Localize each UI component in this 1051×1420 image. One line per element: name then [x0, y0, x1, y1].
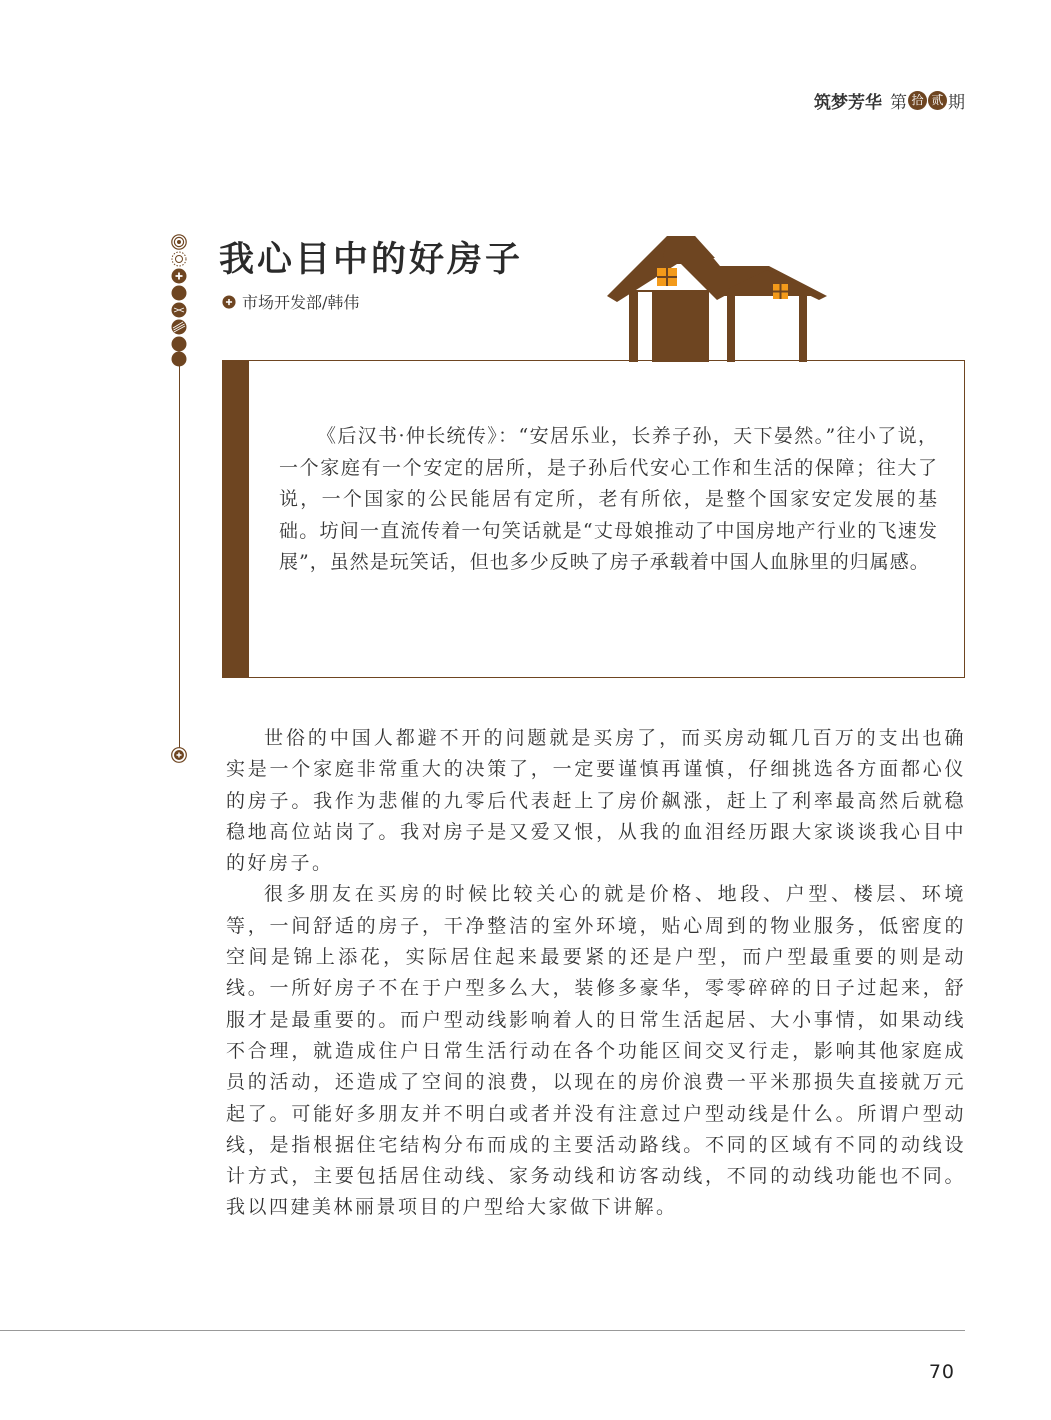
issue-char-badge-1: 拾 [908, 91, 927, 110]
filled-circle-icon [171, 351, 187, 367]
page-number: 70 [928, 1361, 955, 1383]
striped-circle-icon [171, 319, 187, 335]
article-body [226, 723, 966, 1224]
plus-circle-icon [222, 295, 236, 309]
issue-label [890, 88, 965, 113]
issue-suffix: 期 [948, 93, 965, 113]
issue-prefix: 第 [890, 93, 907, 113]
article-title: 我心目中的好房子 [219, 239, 524, 280]
issue-char-badge-2: 贰 [928, 91, 947, 110]
filled-circle-icon [171, 336, 187, 352]
footer-divider [0, 1330, 965, 1331]
concentric-circle-icon [171, 234, 187, 250]
plus-circle-icon [171, 268, 187, 284]
body-paragraph: 很多朋友在买房的时候比较关心的就是价格、地段、户型、楼层、环境等，一间舒适的房子，干净整洁的室外环境，贴心周到的物业服务，低密度的空间是锦上添花，实际居住起来最要紧的还是户型，而户型最重要的则是动线。一所好房子不在于户型多么大，装修多豪华，零零碎碎的日子过起来，舒服才是最重要的。而户型动线影响着人的日常生活起居、大小事情，如果动线不合理，就造成住户日常生活行动在各个功能区间交叉行走，影响其他家庭成员的活动，还造成了空间的浪费，以现在的房价浪费一平米那损失直接就万元起了。可能好多朋友并不明白或者并没有注意过户型动线是什么。所谓户型动线，是指根据住宅结构分布而成的主要活动路线。不同的区域有不同的动线设计方式，主要包括居住动线、家务动线和访客动线，不同的动线功能也不同。我以四建美林丽景项目的户型给大家做下讲解。 [226, 883, 966, 1219]
page-header [814, 88, 965, 113]
dotted-circle-icon [171, 251, 187, 267]
body-paragraph: 世俗的中国人都避不开的问题就是买房了，而买房动辄几百万的支出也确实是一个家庭非常重大的决策了，一定要谨慎再谨慎，仔细挑选各方面都心仪的房子。我作为悲催的九零后代表赶上了房价飙涨，赶上了利率最高然后就稳稳地高位站岗了。我对房子是又爱又恨，从我的血泪经历跟大家谈谈我心目中的好房子。 [226, 727, 966, 875]
decorative-vertical-line [179, 360, 180, 755]
end-plus-circle-icon [171, 747, 187, 763]
magazine-title: 筑梦芳华 [814, 93, 882, 113]
author-name: 市场开发部/韩伟 [242, 293, 360, 312]
pattern-circle-icon [171, 302, 187, 318]
quote-accent-bar [223, 361, 249, 677]
house-illustration [605, 234, 830, 362]
quote-box [222, 360, 965, 678]
filled-circle-icon [171, 285, 187, 301]
quote-text: 《后汉书·仲长统传》：“安居乐业，长养子孙，天下晏然。”往小了说，一个家庭有一个安定的居所，是子孙后代安心工作和生活的保障；往大了说，一个国家的公民能居有定所，老有所依，是整个国家安定发展的基础。坊间一直流传着一句笑话就是“丈母娘推动了中国房地产行业的飞速发展”，虽然是玩笑话，但也多少反映了房子承载着中国人血脉里的归属感。 [279, 425, 938, 573]
author-line [222, 290, 359, 313]
